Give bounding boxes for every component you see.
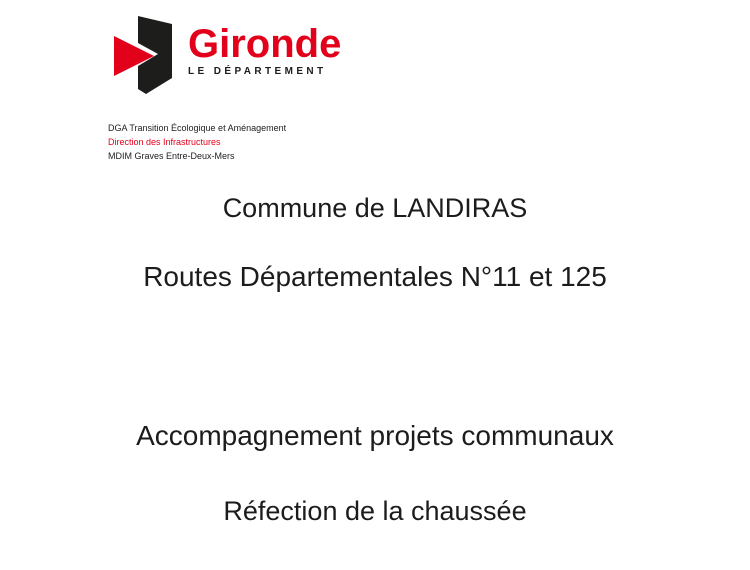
letterhead-line-dga: DGA Transition Écologique et Aménagement: [108, 123, 287, 133]
brand-name: Gironde: [188, 22, 342, 66]
document-title-commune: Commune de LANDIRAS: [222, 193, 528, 223]
logo-text: [188, 14, 341, 77]
document-title-routes: Routes Départementales N°11 et 125: [143, 261, 607, 292]
document-title-refection: Réfection de la chaussée: [223, 496, 527, 526]
gironde-logo-mark-icon: [108, 14, 182, 96]
brand-tagline: LE DÉPARTEMENT: [188, 66, 327, 77]
letterhead-line-mdim: MDIM Graves Entre-Deux-Mers: [108, 151, 235, 161]
letterhead: [108, 121, 286, 163]
document-title-accompagnement: Accompagnement projets communaux: [136, 420, 614, 451]
gironde-logo: [108, 14, 341, 96]
letterhead-line-direction: Direction des Infrastructures: [108, 137, 221, 147]
